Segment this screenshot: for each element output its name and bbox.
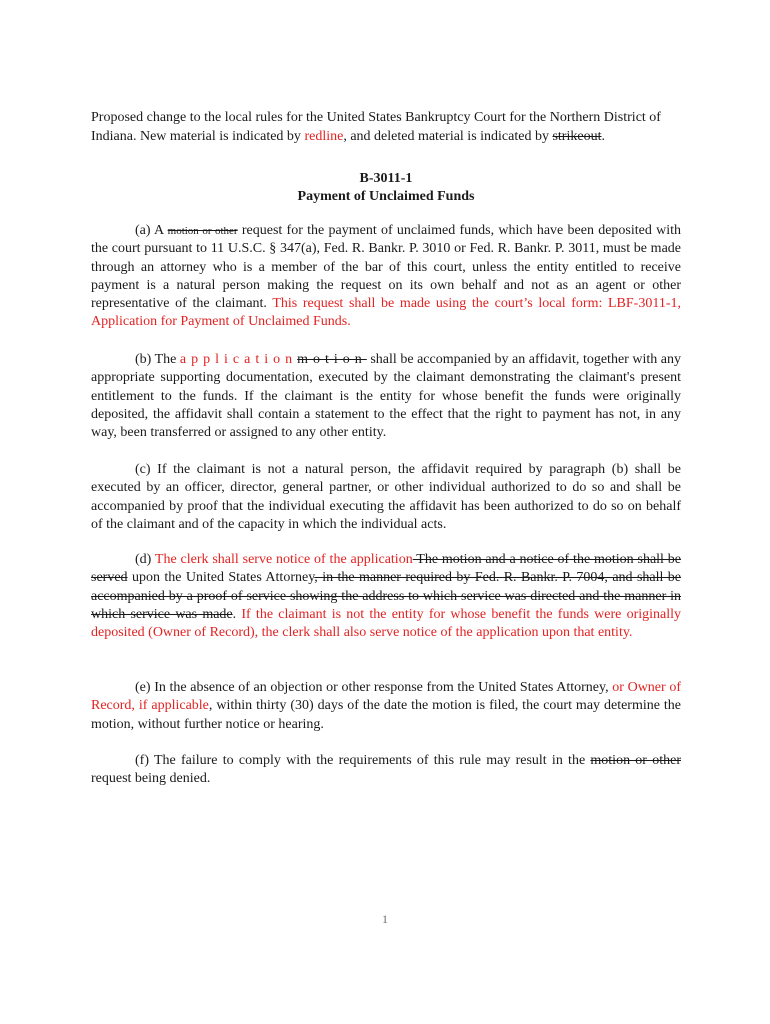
paragraph-a (91, 222, 681, 332)
para-a-deleted: motion or other (167, 225, 238, 237)
para-a-text: request for the payment of unclaimed funds, which have been deposited with the court pursuant to 11 U.S.C. § 347(a), Fed. R. Bankr. P. 3010 or Fed. R. Bankr. P. 3011, must be made through an attorney who is a member of the bar of this court, unless the entity entitled to receive payment is a natural person making the request on its own behalf and not as an agent or other representative of the claimant. (91, 223, 682, 312)
para-e-lead: (e) In the absence of an objection or other response from the United States Attorney, (135, 680, 613, 695)
para-d-deleted-1: The motion and a notice of the motion shall be served (91, 552, 682, 586)
para-b-text: shall be accompanied by an affidavit, together with any appropriate supporting documentation, executed by the claimant demonstrating the claimant's present entitlement to the funds. If the claimant is the entity for whose benefit the funds were originally deposited, the affidavit shall contain a statement to the effect that the right to payment has not, in any way, been transferred or assigned to any other entity. (91, 352, 682, 441)
para-b-added: application (179, 352, 298, 367)
rule-number: B-3011-1 (359, 171, 413, 186)
para-d-added-1: The clerk shall serve notice of the application (154, 552, 413, 567)
paragraph-d (91, 551, 681, 642)
para-d-text-2: . (232, 606, 242, 622)
para-d-lead: (d) (135, 552, 155, 567)
intro-paragraph (91, 108, 689, 146)
page-number: 1 (382, 912, 388, 926)
para-e-text: , within thirty (30) days of the date the motion is filed, the court may determine the motion, without further notice or hearing. (91, 698, 681, 732)
intro-text-2: , and deleted material is indicated by (343, 129, 553, 144)
paragraph-f (91, 752, 681, 789)
rule-title: Payment of Unclaimed Funds (297, 189, 475, 204)
para-d-text-1: upon the United States Attorney (127, 570, 315, 586)
para-d-added-2: If the claimant is not the entity for whose benefit the funds were originally deposited (Owner of Record), the clerk shall also serve notice of the application upon that entity. (91, 606, 682, 641)
para-e-added: or Owner of Record, if applicable (91, 680, 681, 714)
paragraph-b (91, 351, 681, 442)
paragraph-c (91, 461, 681, 534)
para-b-deleted: motion (297, 352, 367, 367)
para-f-deleted: motion or other (590, 753, 681, 768)
para-f-text: request being denied. (91, 771, 211, 787)
para-d-deleted-2: , in the manner required by Fed. R. Bankr. P. 7004, and shall be accompanied by a proof of service showing the address to which service was directed and the manner in which service was made (91, 570, 682, 622)
para-f-lead: (f) The failure to comply with the requirements of this rule may result in the (135, 753, 591, 768)
intro-strikeout-sample: strikeout (552, 129, 602, 144)
para-c-text: (c) If the claimant is not a natural person, the affidavit required by paragraph (b) shall be executed by an officer, director, general partner, or other individual authorized to do so and shall be accompanied by proof that the individual executing the affidavit has been authorized to do so on behalf of the claimant and of the capacity in which the individual acts. (91, 462, 681, 532)
paragraph-e (91, 679, 681, 734)
intro-redline-sample: redline (304, 129, 344, 144)
para-a-lead: (a) A (135, 223, 168, 238)
intro-text-3: . (601, 129, 605, 144)
para-a-added: This request shall be made using the court’s local form: LBF-3011-1, Application for Payment of Unclaimed Funds. (91, 296, 681, 330)
para-b-lead: (b) The (135, 352, 180, 367)
intro-text-1: Proposed change to the local rules for the United States Bankruptcy Court for the Northern District of Indiana. New material is indicated by (91, 110, 661, 144)
